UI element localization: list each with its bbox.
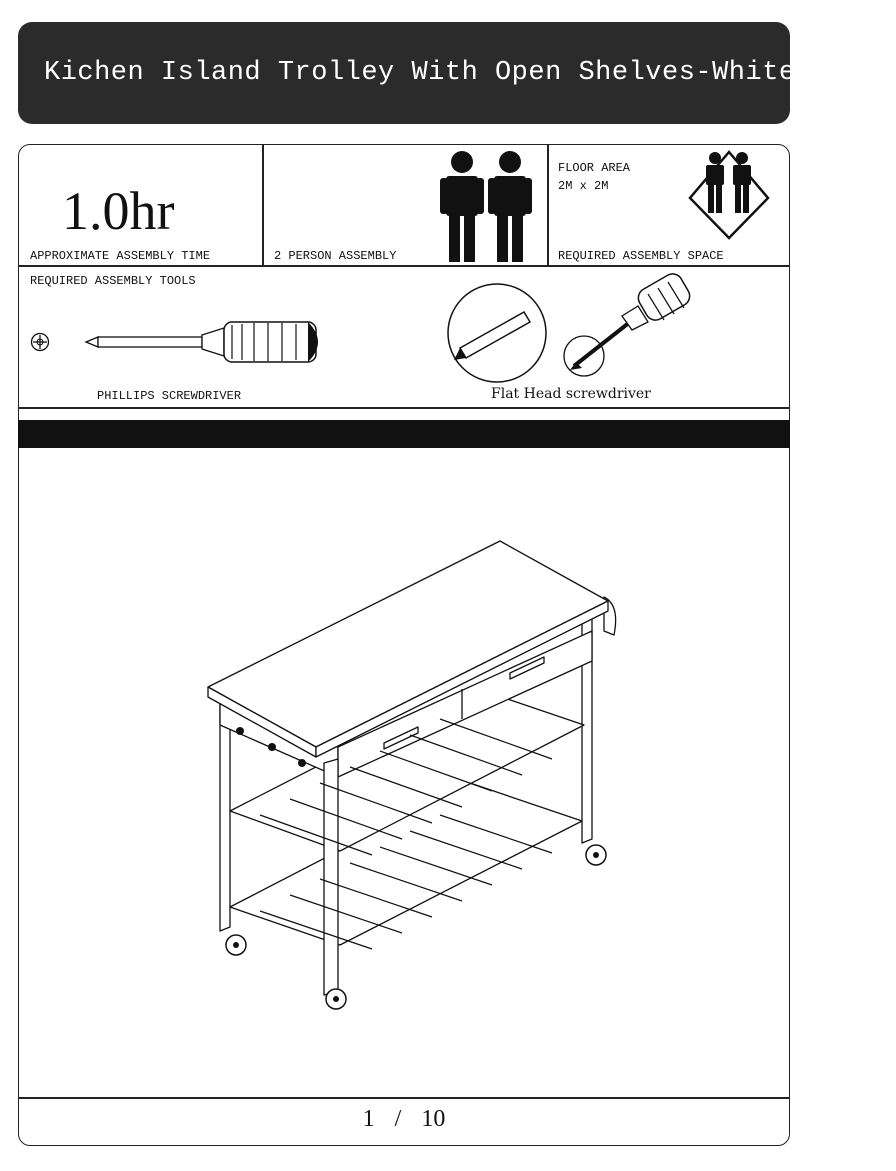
flat-tip-icon xyxy=(446,282,548,384)
divider-footer xyxy=(18,1097,790,1099)
phillips-tip-icon xyxy=(30,332,50,352)
page-number xyxy=(0,1106,808,1133)
person-assembly-label: 2 PERSON ASSEMBLY xyxy=(274,249,397,263)
kitchen-island-trolley-illustration xyxy=(200,535,620,1020)
page-current: 1 xyxy=(362,1106,375,1132)
two-person-icon xyxy=(438,150,536,262)
floor-area-value: 2M x 2M xyxy=(558,179,609,193)
phillips-screwdriver-icon xyxy=(82,318,332,368)
assembly-space-label: REQUIRED ASSEMBLY SPACE xyxy=(558,249,724,263)
section-band xyxy=(18,420,790,448)
divider-tools xyxy=(18,407,790,409)
title-bar xyxy=(18,22,896,124)
divider-col-2 xyxy=(547,144,549,266)
divider-col-1 xyxy=(262,144,264,266)
floor-area-label: FLOOR AREA xyxy=(558,161,631,175)
phillips-label: PHILLIPS SCREWDRIVER xyxy=(97,389,242,403)
page-title: Kichen Island Trolley With Open Shelves-White/Black xyxy=(44,58,896,88)
flat-head-label: Flat Head screwdriver xyxy=(491,386,651,402)
page-total: 10 xyxy=(421,1106,446,1132)
page-separator: / xyxy=(394,1106,402,1132)
tools-section-label: REQUIRED ASSEMBLY TOOLS xyxy=(30,274,196,288)
flat-head-screwdriver-icon xyxy=(560,272,700,380)
assembly-time-value: 1.0hr xyxy=(62,181,175,241)
assembly-time-label: APPROXIMATE ASSEMBLY TIME xyxy=(30,249,211,263)
divider-info xyxy=(18,265,790,267)
assembly-space-icon xyxy=(686,148,772,242)
